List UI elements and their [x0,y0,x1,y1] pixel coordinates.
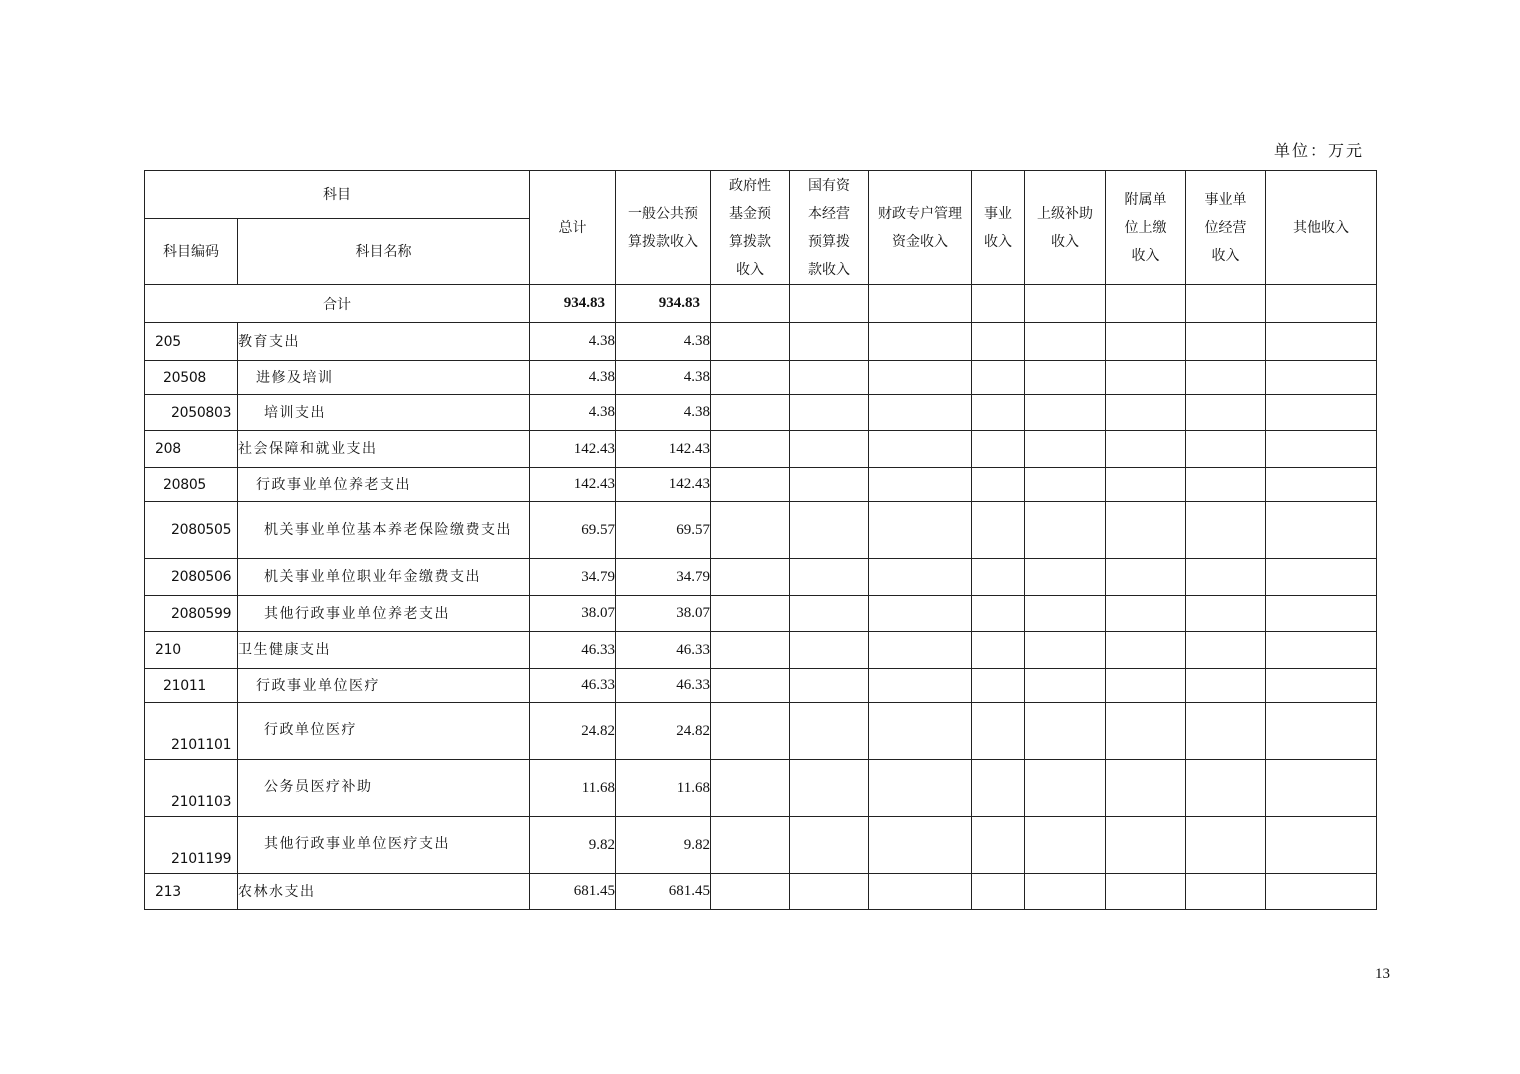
empty-cell [1186,669,1266,703]
row-total: 11.68 [530,760,616,817]
row-general-budget: 142.43 [616,431,711,468]
empty-cell [869,703,972,760]
total-general-budget: 934.83 [616,285,711,323]
empty-cell [1106,760,1186,817]
row-total: 9.82 [530,817,616,874]
table-row [145,596,1377,632]
empty-cell [1266,559,1377,596]
empty-cell [711,703,790,760]
table-row [145,817,1377,874]
empty-cell [972,395,1025,431]
empty-cell [1106,817,1186,874]
header-code: 科目编码 [145,219,238,285]
header-other-income: 其他收入 [1266,171,1377,285]
header-special-account: 财政专户管理资金收入 [869,171,972,285]
table-row [145,632,1377,669]
empty-cell [972,323,1025,361]
empty-cell [711,874,790,910]
empty-cell [869,669,972,703]
row-general-budget: 4.38 [616,323,711,361]
empty-cell [1266,703,1377,760]
empty-cell [1106,468,1186,502]
empty-cell [1025,431,1106,468]
empty-cell [869,468,972,502]
empty-cell [972,632,1025,669]
table-row [145,874,1377,910]
row-name: 机关事业单位基本养老保险缴费支出 [238,502,530,559]
empty-cell [1186,703,1266,760]
row-total: 142.43 [530,468,616,502]
header-state-capital: 国有资本经营预算拨款收入 [790,171,869,285]
table-row [145,468,1377,502]
empty-cell [1106,431,1186,468]
empty-cell [1186,361,1266,395]
table-row [145,361,1377,395]
row-general-budget: 69.57 [616,502,711,559]
empty-cell [1025,817,1106,874]
table-row [145,431,1377,468]
row-name: 社会保障和就业支出 [238,431,530,468]
empty-cell [711,468,790,502]
row-code: 2101103 [145,760,238,817]
row-code: 210 [145,632,238,669]
empty-cell [972,361,1025,395]
row-code: 2080599 [145,596,238,632]
empty-cell [790,559,869,596]
row-general-budget: 9.82 [616,817,711,874]
empty-cell [1025,874,1106,910]
empty-cell [869,760,972,817]
empty-cell [1266,502,1377,559]
row-general-budget: 681.45 [616,874,711,910]
total-label: 合计 [145,285,530,323]
empty-cell [972,874,1025,910]
row-name: 其他行政事业单位医疗支出 [238,817,530,874]
row-name: 培训支出 [238,395,530,431]
empty-cell [972,703,1025,760]
row-code: 213 [145,874,238,910]
empty-cell [1025,502,1106,559]
empty-cell [790,395,869,431]
row-total: 681.45 [530,874,616,910]
empty-cell [972,502,1025,559]
empty-cell [711,323,790,361]
empty-cell [1106,596,1186,632]
empty-cell [869,874,972,910]
empty-cell [972,817,1025,874]
row-name: 公务员医疗补助 [238,760,530,817]
empty-cell [790,361,869,395]
row-general-budget: 46.33 [616,632,711,669]
row-general-budget: 46.33 [616,669,711,703]
row-total: 4.38 [530,395,616,431]
empty-cell [1186,760,1266,817]
row-name: 行政事业单位医疗 [238,669,530,703]
empty-cell [711,760,790,817]
empty-cell [1266,874,1377,910]
row-total: 24.82 [530,703,616,760]
header-affiliated-income: 附属单位上缴收入 [1106,171,1186,285]
row-code: 205 [145,323,238,361]
empty-cell [1266,817,1377,874]
empty-cell [1266,431,1377,468]
empty-cell [1186,559,1266,596]
row-code: 208 [145,431,238,468]
empty-cell [869,395,972,431]
empty-cell [869,502,972,559]
header-general-budget: 一般公共预算拨款收入 [616,171,711,285]
row-code: 20805 [145,468,238,502]
empty-cell [711,669,790,703]
empty-cell [1266,323,1377,361]
empty-cell [1266,669,1377,703]
row-general-budget: 11.68 [616,760,711,817]
empty-cell [972,669,1025,703]
empty-cell [711,431,790,468]
table-row [145,502,1377,559]
empty-cell [1106,559,1186,596]
empty-cell [1106,703,1186,760]
table-row [145,395,1377,431]
header-superior-subsidy: 上级补助收入 [1025,171,1106,285]
empty-cell [711,502,790,559]
empty-cell [869,323,972,361]
row-code: 2080506 [145,559,238,596]
row-name: 卫生健康支出 [238,632,530,669]
row-general-budget: 38.07 [616,596,711,632]
row-total: 4.38 [530,361,616,395]
empty-cell [869,817,972,874]
empty-cell [1106,323,1186,361]
row-name: 其他行政事业单位养老支出 [238,596,530,632]
empty-cell [1186,632,1266,669]
empty-cell [869,632,972,669]
empty-cell [1025,559,1106,596]
header-operating-income: 事业单位经营收入 [1186,171,1266,285]
header-subject: 科目 [145,171,530,219]
empty-cell [790,468,869,502]
empty-cell [1186,395,1266,431]
empty-cell [1025,395,1106,431]
empty-cell [869,596,972,632]
row-total: 4.38 [530,323,616,361]
empty-cell [790,760,869,817]
row-total: 69.57 [530,502,616,559]
empty-cell [711,596,790,632]
header-business-income: 事业收入 [972,171,1025,285]
empty-cell [1106,395,1186,431]
empty-cell [1106,874,1186,910]
empty-cell [790,874,869,910]
page-number: 13 [1375,966,1390,982]
total-value: 934.83 [530,285,616,323]
row-general-budget: 142.43 [616,468,711,502]
table-row [145,559,1377,596]
row-name: 农林水支出 [238,874,530,910]
empty-cell [869,559,972,596]
empty-cell [711,395,790,431]
unit-label: 单位：万元 [1273,141,1364,160]
row-general-budget: 34.79 [616,559,711,596]
empty-cell [790,669,869,703]
empty-cell [711,632,790,669]
empty-cell [972,431,1025,468]
table-row [145,703,1377,760]
row-code: 2101199 [145,817,238,874]
row-total: 142.43 [530,431,616,468]
empty-cell [1106,361,1186,395]
row-name: 教育支出 [238,323,530,361]
empty-cell [711,559,790,596]
empty-cell [790,502,869,559]
empty-cell [869,361,972,395]
row-code: 20508 [145,361,238,395]
empty-cell [1025,669,1106,703]
empty-cell [972,596,1025,632]
empty-cell [1025,361,1106,395]
empty-cell [1025,632,1106,669]
empty-cell [972,468,1025,502]
empty-cell [1025,468,1106,502]
header-name: 科目名称 [238,219,530,285]
empty-cell [1186,596,1266,632]
empty-cell [1025,703,1106,760]
empty-cell [1025,596,1106,632]
empty-cell [790,596,869,632]
row-code: 2080505 [145,502,238,559]
row-name: 行政单位医疗 [238,703,530,760]
empty-cell [1186,431,1266,468]
empty-cell [1186,323,1266,361]
empty-cell [1266,361,1377,395]
row-total: 46.33 [530,669,616,703]
row-total: 46.33 [530,632,616,669]
empty-cell [1266,596,1377,632]
row-general-budget: 4.38 [616,395,711,431]
empty-cell [1186,874,1266,910]
row-code: 2050803 [145,395,238,431]
row-name: 进修及培训 [238,361,530,395]
empty-cell [972,760,1025,817]
empty-cell [1266,395,1377,431]
empty-cell [790,817,869,874]
empty-cell [1025,323,1106,361]
empty-cell [1186,502,1266,559]
empty-cell [790,431,869,468]
empty-cell [972,559,1025,596]
empty-cell [869,431,972,468]
budget-table [144,170,1377,910]
row-general-budget: 24.82 [616,703,711,760]
header-total: 总计 [530,171,616,285]
empty-cell [1186,468,1266,502]
table-row [145,669,1377,703]
empty-cell [1266,760,1377,817]
row-general-budget: 4.38 [616,361,711,395]
row-name: 行政事业单位养老支出 [238,468,530,502]
empty-cell [1106,669,1186,703]
table-row [145,323,1377,361]
header-gov-fund: 政府性基金预算拨款收入 [711,171,790,285]
table-row [145,760,1377,817]
total-row [145,285,1377,323]
empty-cell [1266,468,1377,502]
empty-cell [790,323,869,361]
row-total: 34.79 [530,559,616,596]
empty-cell [1266,632,1377,669]
empty-cell [711,361,790,395]
row-name: 机关事业单位职业年金缴费支出 [238,559,530,596]
row-code: 2101101 [145,703,238,760]
empty-cell [711,817,790,874]
empty-cell [1106,502,1186,559]
empty-cell [1106,632,1186,669]
empty-cell [1186,817,1266,874]
empty-cell [1025,760,1106,817]
empty-cell [790,632,869,669]
row-total: 38.07 [530,596,616,632]
row-code: 21011 [145,669,238,703]
empty-cell [790,703,869,760]
